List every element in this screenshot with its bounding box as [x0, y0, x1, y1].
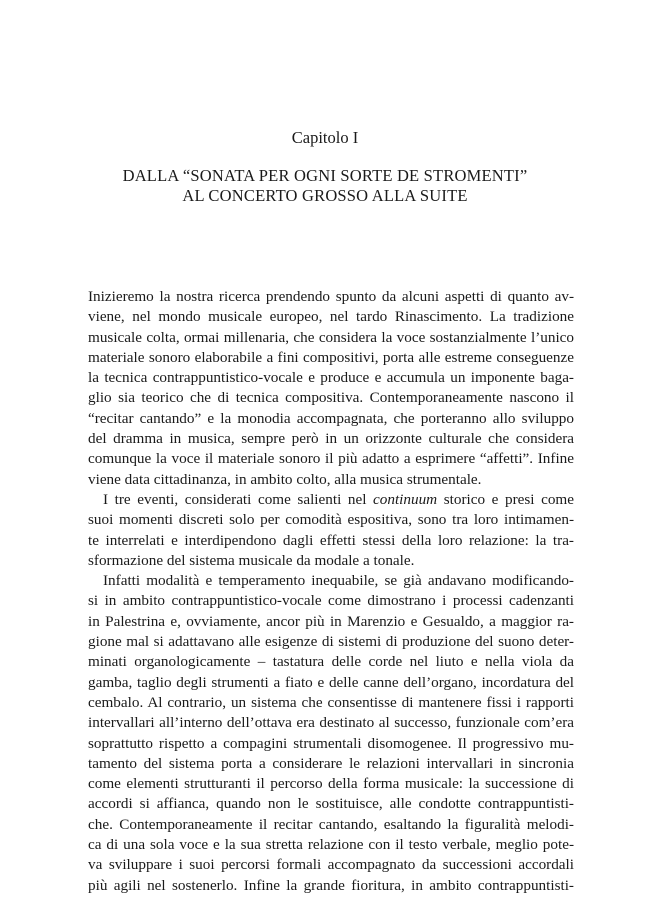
- text-line: ca di una sola voce e la sua stretta relazione con il testo verbale, meglio pote-: [88, 836, 574, 854]
- text-line: va sviluppare i suoi percorsi formali accompagnato da successioni accordali: [88, 856, 574, 874]
- text-line: si in ambito contrappuntistico-vocale come dimostrano i processi cadenzanti: [88, 592, 574, 610]
- chapter-label: Capitolo I: [291, 128, 359, 147]
- text-line: te interrelati e interdipendono dagli effetti stessi della loro relazione: la tra-: [88, 531, 574, 549]
- chapter-title-line-2: AL CONCERTO GROSSO ALLA SUITE: [182, 186, 468, 205]
- text-line: viene data cittadinanza, in ambito colto, alla musica strumentale.: [88, 470, 482, 488]
- text-line: suoi momenti discreti solo per comodità espositiva, sono tra loro intimamen-: [88, 511, 574, 529]
- paragraph-3: [88, 571, 574, 896]
- paragraph-2: [88, 490, 574, 571]
- text-line: musicale colta, ormai millenaria, che considera la voce sostanzialmente l’unico: [88, 328, 574, 346]
- text-line: sformazione del sistema musicale da modale a tonale.: [88, 551, 415, 569]
- text-line: intervallari all’interno dell’ottava era destinato al successo, funzionale com’era: [88, 714, 574, 732]
- text-line: più agili nel sostenerlo. Infine la grande fioritura, in ambito contrappuntisti-: [88, 876, 574, 894]
- text-line: gamba, taglio degli strumenti a fiato e delle canne dell’organo, incordatura del: [88, 673, 574, 691]
- chapter-title-line-1: DALLA “SONATA PER OGNI SORTE DE STROMENTI”: [122, 166, 528, 185]
- text-line: cembalo. Al contrario, un sistema che consentisse di mantenere fissi i rapporti: [88, 693, 574, 711]
- italic-term: continuum: [373, 490, 438, 508]
- text-line: Infatti modalità e temperamento inequabile, se già andavano modificando-: [103, 572, 574, 590]
- text-line: del dramma in musica, sempre però in un orizzonte culturale che considera: [88, 430, 574, 448]
- text-line: come elementi strutturanti il percorso della forma musicale: la successione di: [88, 775, 574, 793]
- text-line: “recitar cantando” e la monodia accompagnata, che porteranno allo sviluppo: [88, 409, 574, 427]
- text-line: Inizieremo la nostra ricerca prendendo spunto da alcuni aspetti di quanto av-: [88, 288, 574, 305]
- text-line: glio sia teorico che di tecnica compositiva. Contemporaneamente nascono il: [88, 389, 574, 407]
- text-fragment: storico e presi come: [437, 490, 574, 508]
- text-line: [88, 490, 574, 510]
- paragraph-1: [88, 287, 574, 490]
- text-line: comunque la voce il materiale sonoro il più adatto a esprimere “affetti”. Infine: [88, 450, 574, 468]
- text-line: tamento del sistema porta a considerare le relazioni intervallari in sincronia: [88, 754, 574, 772]
- text-line: minati organologicamente – tastatura delle corde nel liuto e nella viola da: [88, 653, 574, 671]
- text-line: viene, nel mondo musicale europeo, nel tardo Rinascimento. La tradizione: [88, 308, 574, 326]
- text-fragment: I tre eventi, considerati come salienti nel: [103, 490, 374, 508]
- text-line: che. Contemporaneamente il recitar cantando, esaltando la figuralità melodi-: [88, 815, 574, 833]
- text-line: accordi si affianca, quando non le sostituisce, alle condotte contrappuntisti-: [88, 795, 574, 813]
- text-line: gione mal si adattavano alle esigenze di sistemi di produzione del suono deter-: [88, 633, 574, 651]
- body-text: [88, 287, 574, 896]
- chapter-title: [0, 166, 650, 206]
- text-line: soprattutto rispetto a compagini strumentali disomogenee. Il progressivo mu-: [88, 734, 574, 752]
- text-line: in Palestrina e, ovviamente, ancor più in Marenzio e Gesualdo, a maggior ra-: [88, 612, 574, 630]
- text-line: la tecnica contrappuntistico-vocale e produce e accumula un imponente baga-: [88, 369, 574, 387]
- text-line: materiale sonoro elaborabile a fini compositivi, porta alle estreme conseguenze: [88, 348, 574, 366]
